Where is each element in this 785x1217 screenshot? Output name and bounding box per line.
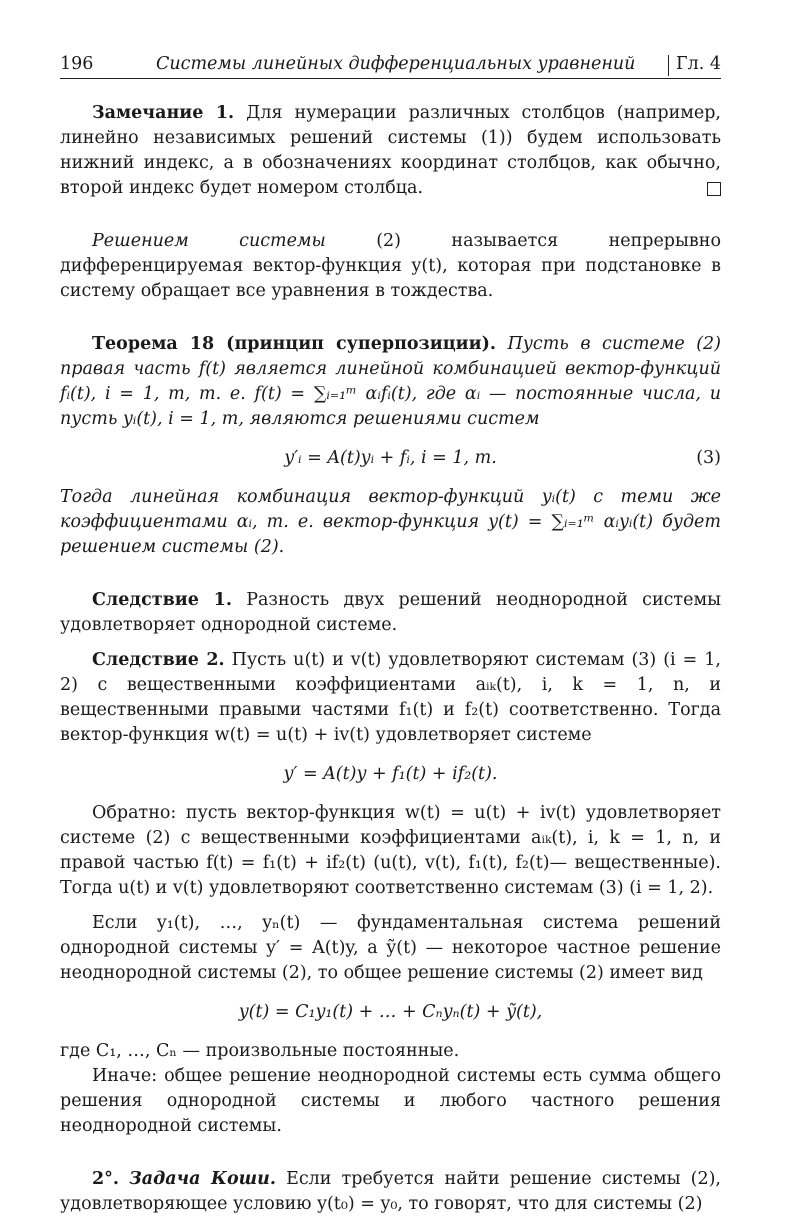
corollary2-equation: y′ = A(t)y + f₁(t) + if₂(t). [283,764,498,784]
theorem-label: Теорема 18 (принцип суперпозиции). [92,334,496,354]
definition-text: (2) называется непрерывно дифференцируемая вектор-функция y(t), которая при подстановке в систему обращает все уравнения в тождества. [60,231,721,301]
running-title: Системы линейных дифференциальных уравнений [156,54,636,74]
cauchy-number: 2°. [92,1169,120,1189]
theorem-text: Пусть в системе (2) правая часть f(t) является линейной комбинацией вектор-функций fᵢ(t), i = 1, m, т. е. f(t) = ∑ᵢ₌₁ᵐ αᵢfᵢ(t), где αᵢ — постоянные числа, и пусть yᵢ(t), i = 1, m, являются решениями систем [60,334,721,429]
corollary1-paragraph [60,588,721,638]
corollary2-paragraph [60,648,721,748]
general-solution-after: где C₁, …, Cₙ — произвольные постоянные. [60,1041,460,1061]
remark-label: Замечание 1. [92,103,235,123]
converse-paragraph: Обратно: пусть вектор-функция w(t) = u(t) + iv(t) удовлетворяет системе (2) с вещественными коэффициентами aᵢₖ(t), i, k = 1, n, и правой частью f(t) = f₁(t) + if₂(t) (u(t), v(t), f₁(t), f₂(t)— вещественные). Тогда u(t) и v(t) удовлетворяют соответственно системам (3) (i = 1, 2). [60,803,721,898]
cauchy-text: Если требуется найти решение системы (2), удовлетворяющее условию y(t₀) = y₀, то говорят, что для системы (2) [60,1169,721,1214]
remark-text: Для нумерации различных столбцов (например, линейно независимых решений системы (1)) будем использовать нижний индекс, а в обозначениях координат столбцов, как обычно, второй индекс будет номером столбца. [60,103,721,198]
corollary2-label: Следствие 2. [92,650,225,670]
general-solution-otherwise: Иначе: общее решение неоднородной системы есть сумма общего решения однородной системы и любого частного решения неоднородной системы. [60,1066,721,1136]
general-solution-paragraph: Если y₁(t), …, yₙ(t) — фундаментальная система решений однородной системы y′ = A(t)y, а ỹ(t) — некоторое частное решение неоднородной системы (2), то общее решение системы (2) имеет вид [60,913,721,983]
theorem-paragraph [60,332,721,432]
remark-paragraph [60,101,721,201]
definition-paragraph [60,229,721,304]
theorem-equation-tag: (3) [696,448,721,468]
cauchy-paragraph [60,1167,721,1217]
page-number: 196 [60,54,94,74]
corollary1-label: Следствие 1. [92,590,232,610]
cauchy-label: Задача Коши. [129,1169,276,1189]
chapter-label: Гл. 4 [676,52,721,77]
theorem-equation-body: y′ᵢ = A(t)yᵢ + fᵢ, i = 1, m. [284,448,497,468]
general-solution-equation: y(t) = C₁y₁(t) + … + Cₙyₙ(t) + ỹ(t), [238,1002,543,1022]
theorem-conclusion: Тогда линейная комбинация вектор-функций yᵢ(t) с теми же коэффициентами αᵢ, т. е. вектор-функция y(t) = ∑ᵢ₌₁ᵐ αᵢyᵢ(t) будет решением системы (2). [60,487,721,557]
corollary2-text: Пусть u(t) и v(t) удовлетворяют системам (3) (i = 1, 2) с вещественными коэффициентами aᵢₖ(t), i, k = 1, n, и вещественными правыми частями f₁(t) и f₂(t) соответственно. Тогда вектор-функция w(t) = u(t) + iv(t) удовлетворяет системе [60,650,721,745]
end-of-remark-icon [707,182,721,196]
definition-term: Решением системы [92,231,326,251]
running-header [60,52,721,79]
theorem-equation [60,446,721,471]
corollary1-text: Разность двух решений неоднородной системы удовлетворяет однородной системе. [60,590,721,635]
